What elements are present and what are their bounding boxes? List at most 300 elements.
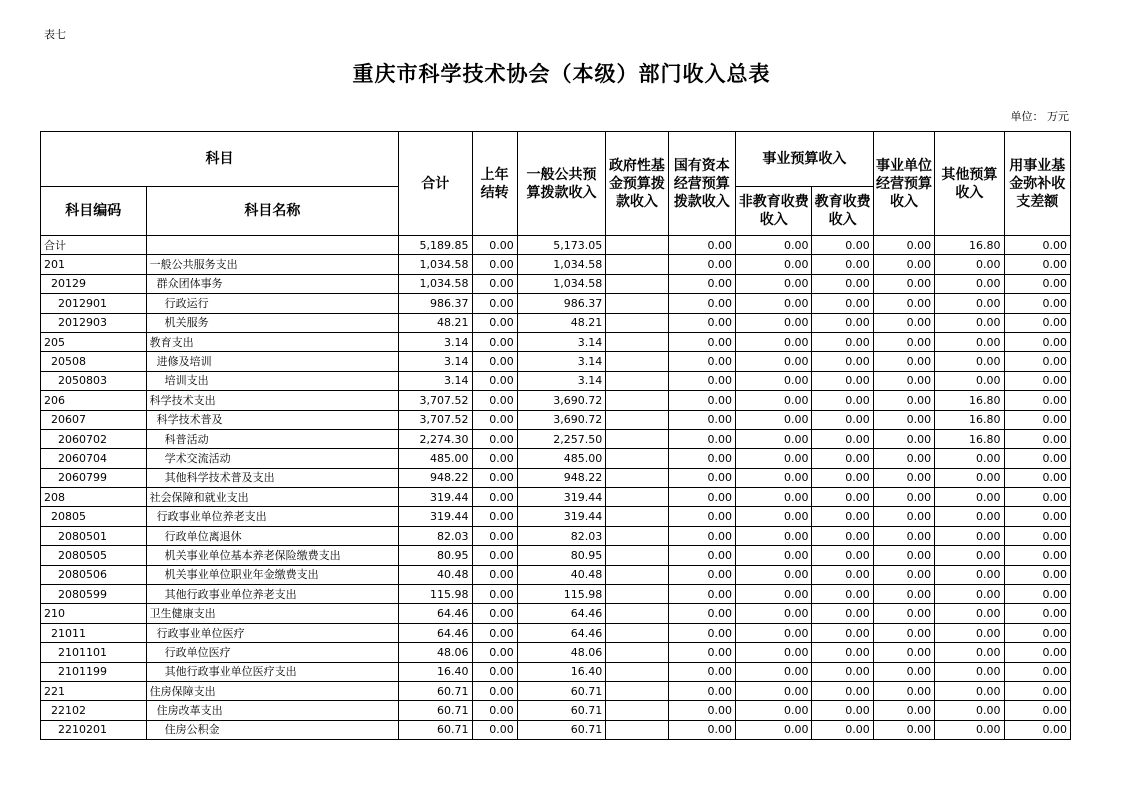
cell-general-budget: 80.95 [517,546,606,565]
cell-non-edu-fee: 0.00 [736,332,812,351]
cell-fund-balance: 0.00 [1004,526,1070,545]
cell-business-unit-op: 0.00 [873,410,934,429]
cell-carryover: 0.00 [472,526,517,545]
table-row [41,274,1071,293]
header-business-unit-op: 事业单位经营预算收入 [873,132,934,236]
header-other-budget: 其他预算收入 [935,132,1004,236]
cell-carryover: 0.00 [472,352,517,371]
cell-total: 82.03 [399,526,472,545]
cell-state-capital: 0.00 [668,623,735,642]
cell-subject-name: 其他行政事业单位医疗支出 [146,662,398,681]
cell-non-edu-fee: 0.00 [736,468,812,487]
cell-non-edu-fee: 0.00 [736,701,812,720]
table-row [41,604,1071,623]
cell-carryover: 0.00 [472,604,517,623]
table-row [41,720,1071,739]
cell-edu-fee: 0.00 [812,507,873,526]
cell-fund-balance: 0.00 [1004,332,1070,351]
cell-subject-code: 2080506 [41,565,147,584]
cell-fund-balance: 0.00 [1004,701,1070,720]
cell-gov-fund [606,429,668,448]
cell-edu-fee: 0.00 [812,294,873,313]
cell-total: 48.21 [399,313,472,332]
cell-business-unit-op: 0.00 [873,274,934,293]
table-row [41,313,1071,332]
cell-gov-fund [606,507,668,526]
cell-carryover: 0.00 [472,720,517,739]
cell-fund-balance: 0.00 [1004,294,1070,313]
cell-non-edu-fee: 0.00 [736,429,812,448]
cell-subject-name [146,236,398,255]
cell-edu-fee: 0.00 [812,701,873,720]
cell-other-budget: 0.00 [935,546,1004,565]
cell-general-budget: 60.71 [517,720,606,739]
cell-total: 60.71 [399,720,472,739]
cell-general-budget: 3.14 [517,332,606,351]
cell-other-budget: 0.00 [935,352,1004,371]
cell-total: 3,707.52 [399,391,472,410]
cell-business-unit-op: 0.00 [873,662,934,681]
cell-total: 60.71 [399,681,472,700]
table-row [41,488,1071,507]
table-row [41,681,1071,700]
cell-fund-balance: 0.00 [1004,565,1070,584]
cell-total: 1,034.58 [399,274,472,293]
cell-state-capital: 0.00 [668,662,735,681]
cell-subject-code: 20607 [41,410,147,429]
cell-total: 3.14 [399,371,472,390]
cell-subject-code: 2060799 [41,468,147,487]
cell-carryover: 0.00 [472,391,517,410]
cell-business-unit-op: 0.00 [873,255,934,274]
cell-gov-fund [606,236,668,255]
cell-fund-balance: 0.00 [1004,313,1070,332]
cell-non-edu-fee: 0.00 [736,681,812,700]
cell-business-unit-op: 0.00 [873,585,934,604]
cell-subject-code: 201 [41,255,147,274]
cell-subject-code: 2012901 [41,294,147,313]
cell-fund-balance: 0.00 [1004,410,1070,429]
cell-subject-code: 2060704 [41,449,147,468]
cell-carryover: 0.00 [472,429,517,448]
cell-carryover: 0.00 [472,371,517,390]
cell-edu-fee: 0.00 [812,274,873,293]
cell-edu-fee: 0.00 [812,468,873,487]
cell-carryover: 0.00 [472,701,517,720]
header-general-budget: 一般公共预算拨款收入 [517,132,606,236]
cell-state-capital: 0.00 [668,274,735,293]
cell-general-budget: 485.00 [517,449,606,468]
cell-state-capital: 0.00 [668,294,735,313]
cell-general-budget: 3,690.72 [517,410,606,429]
cell-business-unit-op: 0.00 [873,352,934,371]
cell-state-capital: 0.00 [668,410,735,429]
table-row [41,352,1071,371]
cell-fund-balance: 0.00 [1004,488,1070,507]
header-carryover: 上年结转 [472,132,517,236]
cell-subject-code: 20129 [41,274,147,293]
cell-subject-name: 社会保障和就业支出 [146,488,398,507]
cell-gov-fund [606,565,668,584]
cell-subject-name: 行政事业单位养老支出 [146,507,398,526]
table-row [41,585,1071,604]
cell-subject-code: 2050803 [41,371,147,390]
cell-gov-fund [606,604,668,623]
cell-other-budget: 0.00 [935,507,1004,526]
cell-edu-fee: 0.00 [812,488,873,507]
cell-state-capital: 0.00 [668,332,735,351]
cell-non-edu-fee: 0.00 [736,410,812,429]
cell-state-capital: 0.00 [668,681,735,700]
cell-state-capital: 0.00 [668,604,735,623]
cell-non-edu-fee: 0.00 [736,294,812,313]
header-business-budget: 事业预算收入 [736,132,874,187]
cell-subject-name: 教育支出 [146,332,398,351]
cell-gov-fund [606,546,668,565]
cell-state-capital: 0.00 [668,391,735,410]
cell-other-budget: 0.00 [935,643,1004,662]
cell-subject-code: 22102 [41,701,147,720]
cell-state-capital: 0.00 [668,429,735,448]
cell-total: 64.46 [399,604,472,623]
table-number: 表七 [44,28,66,41]
cell-carryover: 0.00 [472,681,517,700]
cell-gov-fund [606,449,668,468]
table-row [41,449,1071,468]
cell-general-budget: 1,034.58 [517,255,606,274]
cell-carryover: 0.00 [472,546,517,565]
cell-fund-balance: 0.00 [1004,255,1070,274]
cell-general-budget: 48.06 [517,643,606,662]
cell-business-unit-op: 0.00 [873,701,934,720]
cell-subject-name: 住房公积金 [146,720,398,739]
cell-gov-fund [606,681,668,700]
cell-subject-name: 卫生健康支出 [146,604,398,623]
cell-subject-name: 一般公共服务支出 [146,255,398,274]
cell-total: 5,189.85 [399,236,472,255]
table-row [41,507,1071,526]
table-row [41,623,1071,642]
cell-non-edu-fee: 0.00 [736,643,812,662]
cell-total: 485.00 [399,449,472,468]
cell-general-budget: 115.98 [517,585,606,604]
cell-subject-code: 20805 [41,507,147,526]
cell-subject-code: 合计 [41,236,147,255]
cell-other-budget: 0.00 [935,294,1004,313]
cell-state-capital: 0.00 [668,546,735,565]
cell-state-capital: 0.00 [668,468,735,487]
cell-subject-name: 科学技术支出 [146,391,398,410]
cell-subject-code: 2060702 [41,429,147,448]
cell-fund-balance: 0.00 [1004,371,1070,390]
cell-total: 3.14 [399,352,472,371]
header-edu-fee: 教育收费收入 [812,187,873,236]
cell-carryover: 0.00 [472,313,517,332]
cell-general-budget: 60.71 [517,681,606,700]
cell-gov-fund [606,274,668,293]
cell-subject-name: 机关服务 [146,313,398,332]
cell-edu-fee: 0.00 [812,313,873,332]
cell-state-capital: 0.00 [668,352,735,371]
cell-fund-balance: 0.00 [1004,546,1070,565]
cell-gov-fund [606,720,668,739]
header-total: 合计 [399,132,472,236]
income-summary-table [40,131,1071,740]
cell-subject-name: 科学技术普及 [146,410,398,429]
cell-carryover: 0.00 [472,565,517,584]
cell-gov-fund [606,488,668,507]
cell-subject-code: 208 [41,488,147,507]
cell-state-capital: 0.00 [668,449,735,468]
cell-gov-fund [606,352,668,371]
cell-fund-balance: 0.00 [1004,662,1070,681]
cell-business-unit-op: 0.00 [873,332,934,351]
cell-state-capital: 0.00 [668,371,735,390]
cell-non-edu-fee: 0.00 [736,662,812,681]
cell-general-budget: 319.44 [517,488,606,507]
cell-edu-fee: 0.00 [812,391,873,410]
cell-business-unit-op: 0.00 [873,371,934,390]
cell-fund-balance: 0.00 [1004,643,1070,662]
cell-subject-name: 其他行政事业单位养老支出 [146,585,398,604]
cell-subject-code: 2101101 [41,643,147,662]
table-row [41,526,1071,545]
cell-other-budget: 0.00 [935,255,1004,274]
cell-fund-balance: 0.00 [1004,623,1070,642]
cell-general-budget: 3.14 [517,371,606,390]
cell-non-edu-fee: 0.00 [736,585,812,604]
cell-business-unit-op: 0.00 [873,488,934,507]
cell-business-unit-op: 0.00 [873,236,934,255]
cell-non-edu-fee: 0.00 [736,488,812,507]
cell-subject-name: 培训支出 [146,371,398,390]
cell-general-budget: 64.46 [517,604,606,623]
cell-carryover: 0.00 [472,294,517,313]
cell-other-budget: 16.80 [935,410,1004,429]
cell-carryover: 0.00 [472,662,517,681]
cell-edu-fee: 0.00 [812,410,873,429]
cell-carryover: 0.00 [472,255,517,274]
cell-state-capital: 0.00 [668,507,735,526]
table-row [41,468,1071,487]
cell-general-budget: 1,034.58 [517,274,606,293]
cell-non-edu-fee: 0.00 [736,565,812,584]
cell-edu-fee: 0.00 [812,546,873,565]
cell-non-edu-fee: 0.00 [736,371,812,390]
cell-other-budget: 16.80 [935,236,1004,255]
header-state-capital: 国有资本经营预算拨款收入 [668,132,735,236]
cell-subject-code: 2101199 [41,662,147,681]
cell-subject-name: 机关事业单位基本养老保险缴费支出 [146,546,398,565]
cell-total: 40.48 [399,565,472,584]
cell-non-edu-fee: 0.00 [736,604,812,623]
cell-business-unit-op: 0.00 [873,546,934,565]
cell-subject-code: 210 [41,604,147,623]
cell-non-edu-fee: 0.00 [736,449,812,468]
cell-gov-fund [606,701,668,720]
cell-non-edu-fee: 0.00 [736,526,812,545]
cell-total: 60.71 [399,701,472,720]
cell-edu-fee: 0.00 [812,662,873,681]
cell-edu-fee: 0.00 [812,623,873,642]
table-row [41,371,1071,390]
page-title: 重庆市科学技术协会（本级）部门收入总表 [352,62,771,86]
cell-total: 986.37 [399,294,472,313]
cell-other-budget: 0.00 [935,623,1004,642]
cell-other-budget: 0.00 [935,662,1004,681]
cell-carryover: 0.00 [472,468,517,487]
cell-non-edu-fee: 0.00 [736,623,812,642]
cell-subject-name: 住房保障支出 [146,681,398,700]
cell-non-edu-fee: 0.00 [736,546,812,565]
table-row [41,565,1071,584]
cell-edu-fee: 0.00 [812,371,873,390]
cell-subject-name: 行政单位医疗 [146,643,398,662]
cell-fund-balance: 0.00 [1004,681,1070,700]
cell-subject-name: 群众团体事务 [146,274,398,293]
cell-gov-fund [606,332,668,351]
cell-fund-balance: 0.00 [1004,352,1070,371]
cell-other-budget: 0.00 [935,681,1004,700]
cell-other-budget: 0.00 [935,565,1004,584]
cell-other-budget: 0.00 [935,371,1004,390]
cell-gov-fund [606,255,668,274]
cell-total: 2,274.30 [399,429,472,448]
cell-total: 3.14 [399,332,472,351]
cell-gov-fund [606,313,668,332]
header-gov-fund: 政府性基金预算拨款收入 [606,132,668,236]
cell-subject-name: 行政单位离退休 [146,526,398,545]
cell-gov-fund [606,623,668,642]
cell-state-capital: 0.00 [668,255,735,274]
cell-business-unit-op: 0.00 [873,507,934,526]
cell-subject-name: 学术交流活动 [146,449,398,468]
table-row [41,236,1071,255]
cell-edu-fee: 0.00 [812,236,873,255]
cell-carryover: 0.00 [472,274,517,293]
cell-non-edu-fee: 0.00 [736,507,812,526]
cell-business-unit-op: 0.00 [873,294,934,313]
cell-business-unit-op: 0.00 [873,449,934,468]
cell-general-budget: 3.14 [517,352,606,371]
cell-subject-name: 住房改革支出 [146,701,398,720]
cell-state-capital: 0.00 [668,565,735,584]
cell-business-unit-op: 0.00 [873,565,934,584]
cell-gov-fund [606,643,668,662]
table-row [41,701,1071,720]
cell-general-budget: 48.21 [517,313,606,332]
cell-edu-fee: 0.00 [812,681,873,700]
cell-business-unit-op: 0.00 [873,623,934,642]
cell-gov-fund [606,468,668,487]
cell-general-budget: 319.44 [517,507,606,526]
cell-business-unit-op: 0.00 [873,391,934,410]
table-row [41,294,1071,313]
cell-fund-balance: 0.00 [1004,274,1070,293]
cell-edu-fee: 0.00 [812,585,873,604]
cell-general-budget: 3,690.72 [517,391,606,410]
cell-non-edu-fee: 0.00 [736,274,812,293]
cell-state-capital: 0.00 [668,488,735,507]
cell-state-capital: 0.00 [668,701,735,720]
cell-other-budget: 0.00 [935,332,1004,351]
cell-subject-code: 221 [41,681,147,700]
cell-total: 64.46 [399,623,472,642]
cell-other-budget: 0.00 [935,604,1004,623]
header-subject: 科目 [41,132,399,187]
cell-carryover: 0.00 [472,236,517,255]
header-fund-balance: 用事业基金弥补收支差额 [1004,132,1070,236]
cell-edu-fee: 0.00 [812,565,873,584]
cell-total: 319.44 [399,488,472,507]
cell-non-edu-fee: 0.00 [736,352,812,371]
cell-subject-name: 进修及培训 [146,352,398,371]
cell-carryover: 0.00 [472,449,517,468]
cell-general-budget: 16.40 [517,662,606,681]
cell-general-budget: 2,257.50 [517,429,606,448]
cell-business-unit-op: 0.00 [873,313,934,332]
cell-carryover: 0.00 [472,332,517,351]
cell-edu-fee: 0.00 [812,429,873,448]
cell-state-capital: 0.00 [668,313,735,332]
cell-other-budget: 0.00 [935,488,1004,507]
cell-general-budget: 40.48 [517,565,606,584]
cell-subject-name: 其他科学技术普及支出 [146,468,398,487]
cell-carryover: 0.00 [472,585,517,604]
cell-fund-balance: 0.00 [1004,604,1070,623]
cell-fund-balance: 0.00 [1004,391,1070,410]
cell-edu-fee: 0.00 [812,352,873,371]
cell-total: 48.06 [399,643,472,662]
cell-gov-fund [606,662,668,681]
cell-subject-code: 20508 [41,352,147,371]
cell-other-budget: 0.00 [935,720,1004,739]
cell-subject-name: 行政事业单位医疗 [146,623,398,642]
cell-non-edu-fee: 0.00 [736,391,812,410]
cell-carryover: 0.00 [472,623,517,642]
cell-business-unit-op: 0.00 [873,468,934,487]
cell-subject-name: 机关事业单位职业年金缴费支出 [146,565,398,584]
cell-fund-balance: 0.00 [1004,720,1070,739]
table-row [41,255,1071,274]
cell-edu-fee: 0.00 [812,604,873,623]
cell-gov-fund [606,371,668,390]
cell-state-capital: 0.00 [668,643,735,662]
table-row [41,410,1071,429]
cell-edu-fee: 0.00 [812,255,873,274]
cell-non-edu-fee: 0.00 [736,236,812,255]
cell-carryover: 0.00 [472,507,517,526]
table-row [41,643,1071,662]
cell-edu-fee: 0.00 [812,332,873,351]
cell-other-budget: 0.00 [935,585,1004,604]
table-row [41,391,1071,410]
cell-non-edu-fee: 0.00 [736,255,812,274]
cell-subject-code: 21011 [41,623,147,642]
cell-other-budget: 0.00 [935,526,1004,545]
cell-edu-fee: 0.00 [812,449,873,468]
cell-subject-name: 科普活动 [146,429,398,448]
cell-edu-fee: 0.00 [812,720,873,739]
table-row [41,332,1071,351]
cell-carryover: 0.00 [472,643,517,662]
cell-fund-balance: 0.00 [1004,236,1070,255]
cell-subject-name: 行政运行 [146,294,398,313]
header-non-edu-fee: 非教育收费收入 [736,187,812,236]
cell-gov-fund [606,391,668,410]
cell-other-budget: 0.00 [935,468,1004,487]
cell-subject-code: 206 [41,391,147,410]
